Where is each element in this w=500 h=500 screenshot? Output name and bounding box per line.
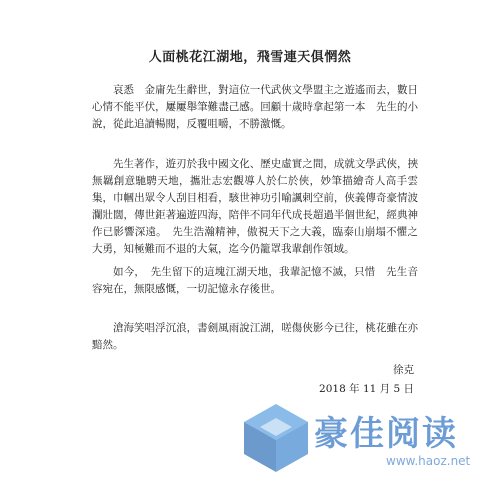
paragraph-4: 滄海笑唱浮沉浪，書劍風雨說江湖，嗟傷俠影今已往，桃花雖在亦黯然。 <box>92 322 418 351</box>
cube-logo-icon <box>236 396 316 476</box>
watermark-brand-text: 豪佳阅读 <box>314 414 458 454</box>
watermark <box>236 396 500 500</box>
paragraph-3: 如今， 先生留下的這塊江湖天地，我輩記憶不滅，只惜 先生音容宛在，無限感慨，一切記憶永存後世。 <box>92 266 418 295</box>
document-title: 人面桃花江湖地，飛雪連天俱惘然 <box>148 50 352 65</box>
signature: 徐克 <box>393 364 414 376</box>
watermark-url-text: www.haoz.net <box>386 454 471 468</box>
document-date: 2018 年 11 月 5 日 <box>319 383 414 395</box>
paragraph-2: 先生著作，遊刃於我中國文化、歷史虛實之間，成就文學武俠，挾無羈創意馳騁天地，攜壯志宏觀導人於仁於俠，妙筆描繪奇人高手雲集，巾幗出眾令人刮目相看，駭世神功引喻諷剌空前，俠義傳奇豪情波瀾壯闊，傳世鉅著遍遊四海，陪伴不同年代成長超過半個世紀，經典神作已影響深遠。 先生浩瀚精神，傲視天下之大義，臨泰山崩塌不懼之大勇，知極難而不退的大氣，迄今仍籠罩我輩創作領域。 <box>92 158 418 255</box>
paragraph-1: 哀悉 金庸先生辭世，對這位一代武俠文學盟主之遊遙而去，數日心情不能平伏，屢屢舉筆難盡己感。回顧十歲時拿起第一本 先生的小說，從此追讀暢閱，反覆咀嚼，不勝激慨。 <box>92 84 418 130</box>
